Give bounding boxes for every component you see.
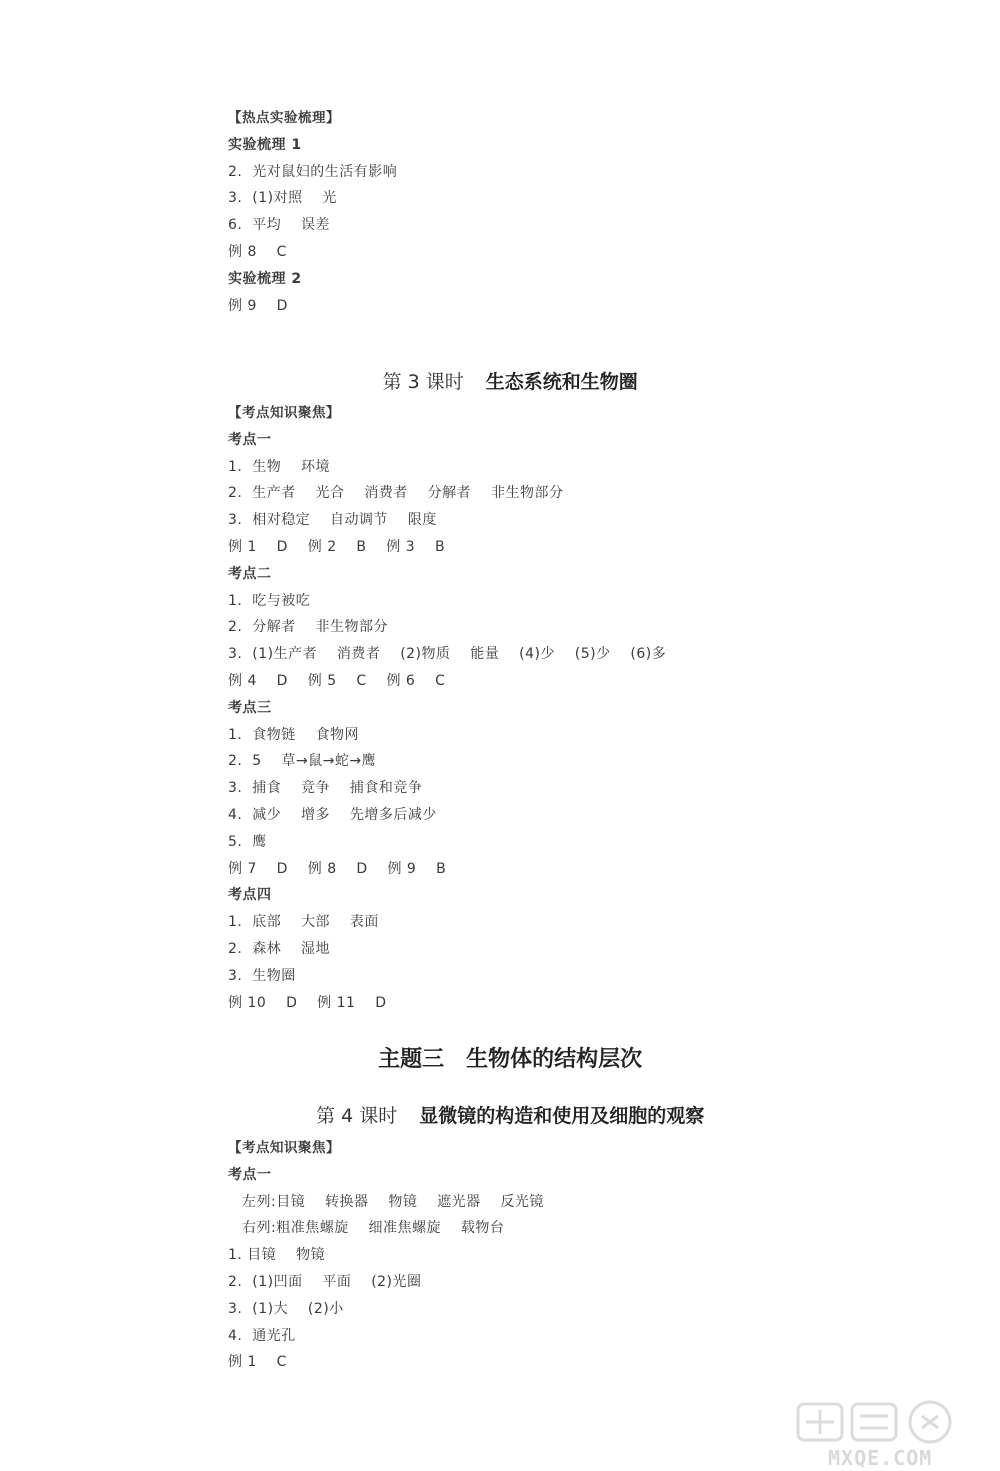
answer-line: 例 1 D 例 2 B 例 3 B: [228, 538, 446, 555]
section-label: 【热点实验梳理】: [228, 110, 340, 126]
answer-line: 例 10 D 例 11 D: [228, 994, 387, 1011]
answer-line: 例 8 C: [228, 243, 287, 260]
answer-line: 2. 生产者 光合 消费者 分解者 非生物部分: [228, 485, 564, 502]
answer-line: 2. 分解者 非生物部分: [228, 619, 389, 636]
answer-line: 2. 森林 湿地: [228, 940, 331, 957]
lesson-3-number: 第 3 课时: [382, 371, 464, 393]
answer-line: 例 9 D: [228, 297, 288, 314]
answer-line: 4. 减少 增多 先增多后减少: [228, 806, 437, 823]
experiment-review-section: [228, 105, 848, 319]
answer-line: 例 4 D 例 5 C 例 6 C: [228, 672, 446, 689]
answer-line: 3. 捕食 竞争 捕食和竞争: [228, 780, 423, 797]
answer-line: 1. 目镜 物镜: [228, 1247, 326, 1264]
section-label: 【考点知识聚焦】: [228, 1140, 340, 1156]
answer-line: 2. (1)凹面 平面 (2)光圈: [228, 1273, 422, 1290]
subsection-label: 考点四: [228, 887, 272, 904]
theme-3-title: 生物体的结构层次: [466, 1047, 643, 1072]
subsection-label: 考点三: [228, 699, 272, 716]
lesson-3-title: 生态系统和生物圈: [485, 371, 638, 393]
knowledge-points-section-lesson-4: [228, 1135, 848, 1376]
lesson-4-title: 显微镜的构造和使用及细胞的观察: [419, 1105, 705, 1127]
answer-line: 左列:目镜 转换器 物镜 遮光器 反光镜: [242, 1193, 544, 1210]
theme-3-number: 主题三: [378, 1047, 445, 1072]
answer-line: 1. 吃与被吃: [228, 592, 311, 609]
answer-line: 1. 食物链 食物网: [228, 726, 360, 743]
answer-line: 2. 光对鼠妇的生活有影响: [228, 163, 398, 180]
answer-line: 例 7 D 例 8 D 例 9 B: [228, 860, 447, 877]
answer-line: 3. (1)对照 光: [228, 190, 337, 207]
answer-line: 右列:粗准焦螺旋 细准焦螺旋 载物台: [242, 1220, 505, 1237]
subsection-label: 考点一: [228, 431, 272, 448]
lesson-4-number: 第 4 课时: [316, 1105, 398, 1127]
answer-line: 1. 底部 大部 表面: [228, 914, 379, 931]
answer-line: 3. (1)大 (2)小: [228, 1300, 344, 1317]
watermark-text: MXQE.COM: [828, 1446, 933, 1470]
subsection-label: 实验梳理 2: [228, 270, 302, 287]
answer-line: 例 1 C: [228, 1354, 287, 1371]
knowledge-points-section-lesson-3: [228, 400, 848, 1016]
subsection-label: 考点一: [228, 1166, 272, 1183]
answer-line: 5. 鹰: [228, 833, 267, 850]
answer-line: 2. 5 草→鼠→蛇→鹰: [228, 753, 377, 770]
answer-line: 3. 相对稳定 自动调节 限度: [228, 512, 437, 529]
answer-line: 6. 平均 误差: [228, 217, 331, 234]
answer-line: 1. 生物 环境: [228, 458, 331, 475]
subsection-label: 实验梳理 1: [228, 136, 302, 153]
subsection-label: 考点二: [228, 565, 272, 582]
section-label: 【考点知识聚焦】: [228, 405, 340, 421]
answer-line: 3. (1)生产者 消费者 (2)物质 能量 (4)少 (5)少 (6)多: [228, 646, 667, 663]
answer-line: 3. 生物圈: [228, 967, 296, 984]
answer-line: 4. 通光孔: [228, 1327, 296, 1344]
